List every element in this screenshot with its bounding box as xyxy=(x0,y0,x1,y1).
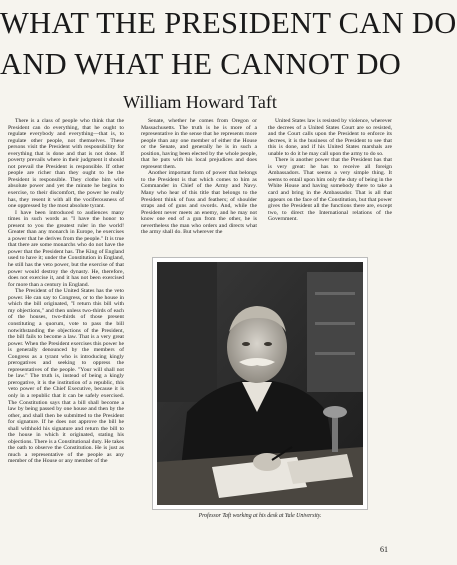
text-column-1 xyxy=(8,118,124,558)
paragraph: The President of the United States has the veto power. He can say to Congress, or to the house in which the bill originated, "I return this bill with my objections," and then unless two-thirds of each of the houses, two-thirds of those present constituting a quorum, vote to pass the bill notwithstanding the objections of the President, the bill fails to become a law. That is a very great power. When the President exercises this power he is generally denounced by the members of Congress as a tyrant who is introducing kingly prerogatives and seeking to oppress the representatives of the people. "Your will shall not be law." The truth is, instead of being a kingly prerogative, it is the institution of a republic, this veto power of the Chief Executive, because it is only in a republic that it can be safely exercised. The Constitution says that a bill shall become a law by being passed by one house and then by the other, and shall then be submitted to the President for signature. If he does not approve the bill he shall withhold his signature and return the bill to the house in which it originated, stating his objections. There is a Constitutional duty. He takes the oath to observe the Constitution. He is just as much a representative of the people as any member of the House or any member of the xyxy=(8,288,124,465)
paragraph: There is a class of people who think that the President can do everything, that he ought to regulate everybody and everything—that is, to regulate other people, not themselves. These persons visit the President with responsibility for everything that is done and that is not done. If poverty prevails where in their judgment it should not prevail the President is responsible. If other people are richer than they ought to be the President is responsible. They clothe him with absolute power and yet the minute he begins to exercise, to their discomfort, the power he really has, they resent it with all the vociferousness of one oppressed by the most absolute tyrant. xyxy=(8,118,124,210)
paragraph: I have been introduced to audiences many times in such words as "I have the honor to present to you the greatest ruler in the world! Greater than any monarch in Europe, he exercises a power that he derives from the people." It is true that there are some monarchs who do not have the power that the President has. The King of England used to have it; under the Constitution in England, he still has the veto power, but the exercise of that power would destroy the dynasty. He, therefore, does not exercise it, and it has not been exercised for more than a century in England. xyxy=(8,209,124,288)
title-line-2: AND WHAT HE CANNOT DO xyxy=(0,47,402,81)
photo-frame xyxy=(152,257,368,510)
page-number: 61 xyxy=(380,545,388,554)
paragraph: United States law is resisted by violence, wherever the decrees of a United States Court are so resisted, and the Court calls upon the President to enforce its decrees, it is the business of the President to see that this is done, and if his United States marshals are unable to do it he may call upon the army to do so. xyxy=(268,118,392,157)
text-column-2 xyxy=(141,118,257,254)
portrait-illustration xyxy=(157,262,363,505)
text-column-3 xyxy=(268,118,392,254)
paragraph: Senate, whether he comes from Oregon or Massachusetts. The truth is he is more of a representative in the sense that he represents more people than any one member of either the House or the Senate, and generally he is in such a position, having been elected by the whole people, that he puts with his local prejudices and does represent them. xyxy=(141,118,257,170)
paragraph: Another important form of power that belongs to the President is that which comes to him as Commander in Chief of the Army and Navy. Many who hear of this title that belongs to the President think of fuss and feathers; of shoulder straps and of guns and swords. And, while the President never meets an enemy, and he may not know one end of a gun from the other, he is nevertheless the man who orders and directs what the army shall do. But wherever the xyxy=(141,170,257,236)
portrait-photo xyxy=(157,262,363,505)
title-line-1: WHAT THE PRESIDENT CAN DO xyxy=(0,6,457,40)
paragraph: There is another power that the President has that is very great: he has to receive all foreign Ambassadors. That seems a very simple thing. It seems to entail upon him only the duty of being in the White House and having somebody there to take a card and bring in the Ambassador. That is all that appears on the face of the Constitution, but that power gives the President all the functions there are, except two, to direct the International relations of the Government. xyxy=(268,157,392,223)
author-byline: William Howard Taft xyxy=(123,92,277,112)
photo-caption: Professor Taft working at his desk at Yale University. xyxy=(198,513,322,519)
